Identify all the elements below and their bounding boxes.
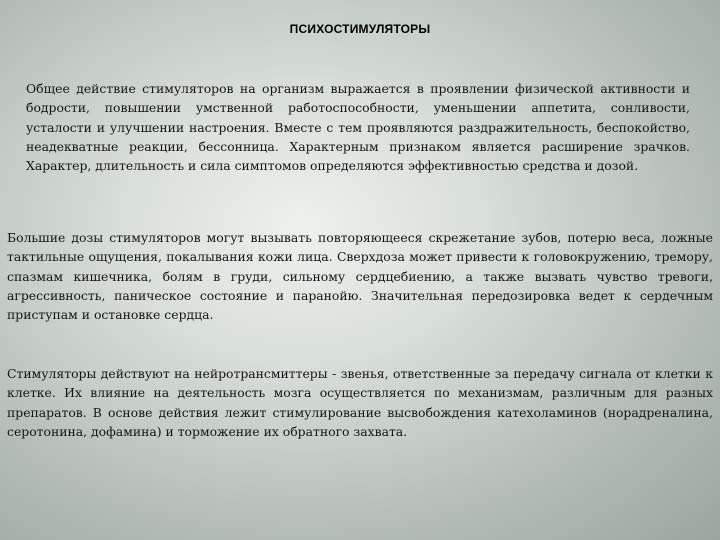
page-title: ПСИХОСТИМУЛЯТОРЫ xyxy=(289,22,431,36)
paragraph-large-doses: Большие дозы стимуляторов могут вызывать повторяющееся скрежетание зубов, потерю веса, ложные тактильные ощущения, покалывания кожи лица. Сверхдоза может привести к головокружению, тремору, спазмам кишечника, болям в груди, сильному сердцебиению, а также вызвать чувство тревоги, агрессивность, паническое состояние и паранойю. Значительная передозировка ведет к сердечным приступам и остановке сердца. xyxy=(7,230,713,323)
paragraph-general-effects: Общее действие стимуляторов на организм выражается в проявлении физической активности и бодрости, повышении умственной работоспособности, уменьшении аппетита, сонливости, усталости и улучшении настроения. Вместе с тем проявляются раздражительность, беспокойство, неадекватные реакции, бессонница. Характерным признаком является расширение зрачков. Характер, длительность и сила симптомов определяются эффективностью средства и дозой. xyxy=(26,81,690,174)
paragraph-mechanism: Стимуляторы действуют на нейротрансмиттеры - звенья, ответственные за передачу сигнала от клетки к клетке. Их влияние на деятельность мозга осуществляется по механизмам, различным для разных препаратов. В основе действия лежит стимулирование высвобождения катехоламинов (норадреналина, серотонина, дофамина) и торможение их обратного захвата. xyxy=(7,366,713,439)
